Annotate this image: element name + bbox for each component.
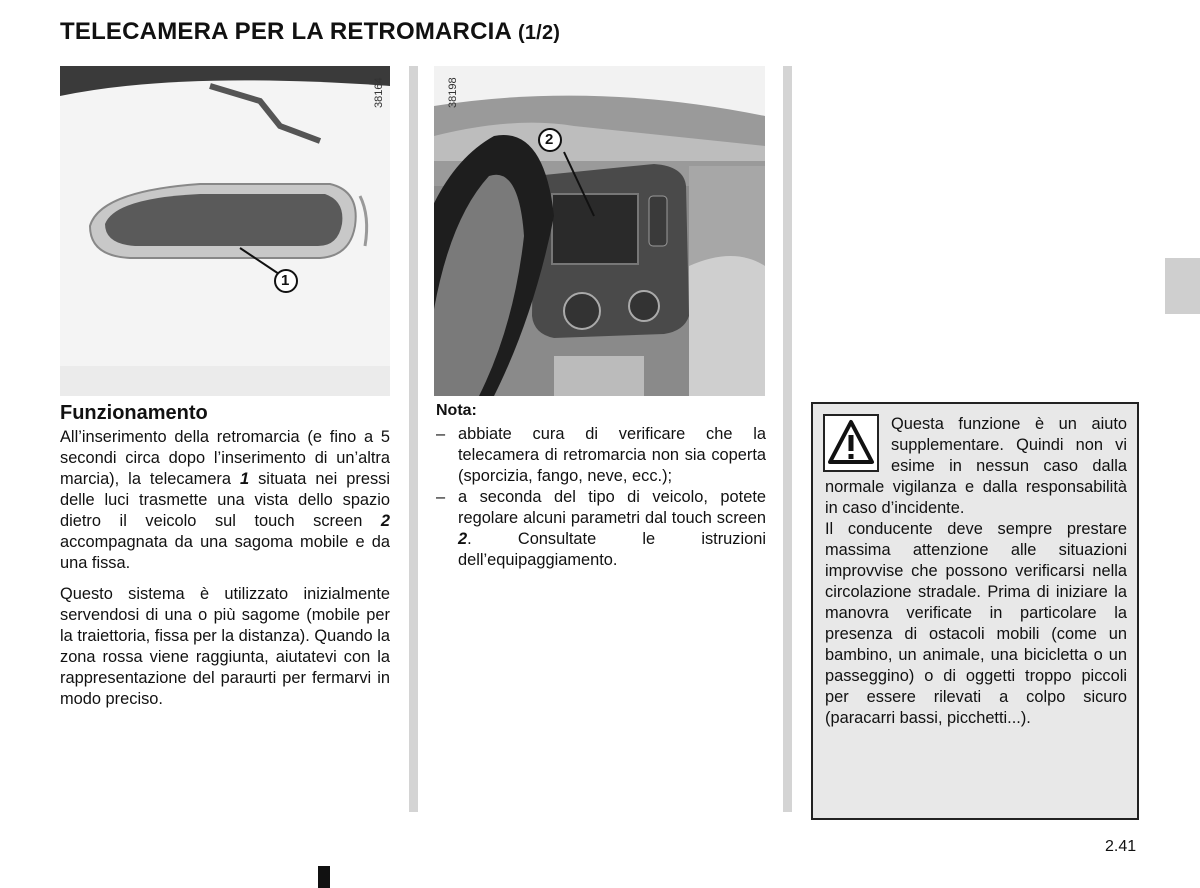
dashboard-touchscreen-photo: [434, 66, 765, 396]
figure-code: 38164: [373, 77, 385, 108]
page-number: 2.41: [1105, 838, 1137, 855]
warning-text-2: Il conducente deve sempre prestare massima attenzione alle situazioni improvvise che possono verificarsi nella circolazione stradale. Prima di iniziare la manovra verificate in particolare la presenza di ostacoli mobili (come un bambino, un animale, una bicicletta o un passeggino) o di oggetti troppo piccoli per essere rilevati a colpo sicuro (paracarri bassi, picchetti...).: [825, 520, 1127, 727]
warning-box: [811, 402, 1139, 820]
reference-number: 1: [240, 470, 250, 488]
note-list: [436, 424, 766, 571]
text-segment: All’inserimento della retromarcia (e fino a 5 secondi circa dopo l’inserimento di un’altra marcia), la telecamera: [60, 428, 390, 488]
page-title-text: TELECAMERA PER LA RETROMARCIA: [60, 18, 512, 45]
list-dash: –: [436, 488, 446, 506]
print-mark: [318, 866, 330, 888]
operation-paragraph: [60, 427, 390, 574]
tailgate-illustration: [60, 66, 390, 396]
column-divider: [783, 66, 792, 812]
callout-2: 2: [545, 131, 554, 148]
text-segment: . Consultate le istruzioni dell’equipaggiamento.: [458, 530, 766, 569]
chapter-tab: [1165, 258, 1200, 314]
figure-code: 38198: [447, 77, 459, 108]
icon-spacer: [825, 414, 891, 476]
page-title: [60, 18, 560, 46]
dashboard-illustration: [434, 66, 765, 396]
warning-text: [825, 414, 1127, 729]
reference-number: 2: [380, 512, 390, 530]
text-segment: situata nei pressi delle luci trasmette una vista dello spazio dietro il veicolo sul touch screen: [60, 470, 390, 530]
reference-number: 2: [458, 530, 468, 548]
callout-1: 1: [281, 272, 290, 289]
list-item: [436, 487, 766, 571]
warning-text-1: Questa funzione è un aiuto supplementare. Quindi non vi esime in nessun caso dalla normale vigilanza e dalla responsabilità in caso d’incidente.: [825, 415, 1127, 517]
list-item: [436, 424, 766, 487]
tailgate-camera-photo: [60, 66, 390, 396]
section-title: Funzionamento: [60, 402, 208, 424]
text-segment: a seconda del tipo di veicolo, potete regolare alcuni parametri dal touch screen: [458, 488, 766, 527]
system-paragraph: Questo sistema è utilizzato inizialmente servendosi di una o più sagome (mobile per la traiettoria, fissa per la distanza). Quando la zona rossa viene raggiunta, aiutatevi con la rappresentazione del paraurti per fermarvi in modo preciso.: [60, 585, 390, 708]
page-part: (1/2): [518, 22, 561, 44]
note-title: Nota:: [436, 402, 477, 419]
list-dash: –: [436, 425, 446, 443]
text-segment: accompagnata da una sagoma mobile e da una fissa.: [60, 533, 390, 572]
column-divider: [409, 66, 418, 812]
note-item-text: abbiate cura di verificare che la telecamera di retromarcia non sia coperta (sporcizia, fango, neve, ecc.);: [458, 425, 766, 485]
